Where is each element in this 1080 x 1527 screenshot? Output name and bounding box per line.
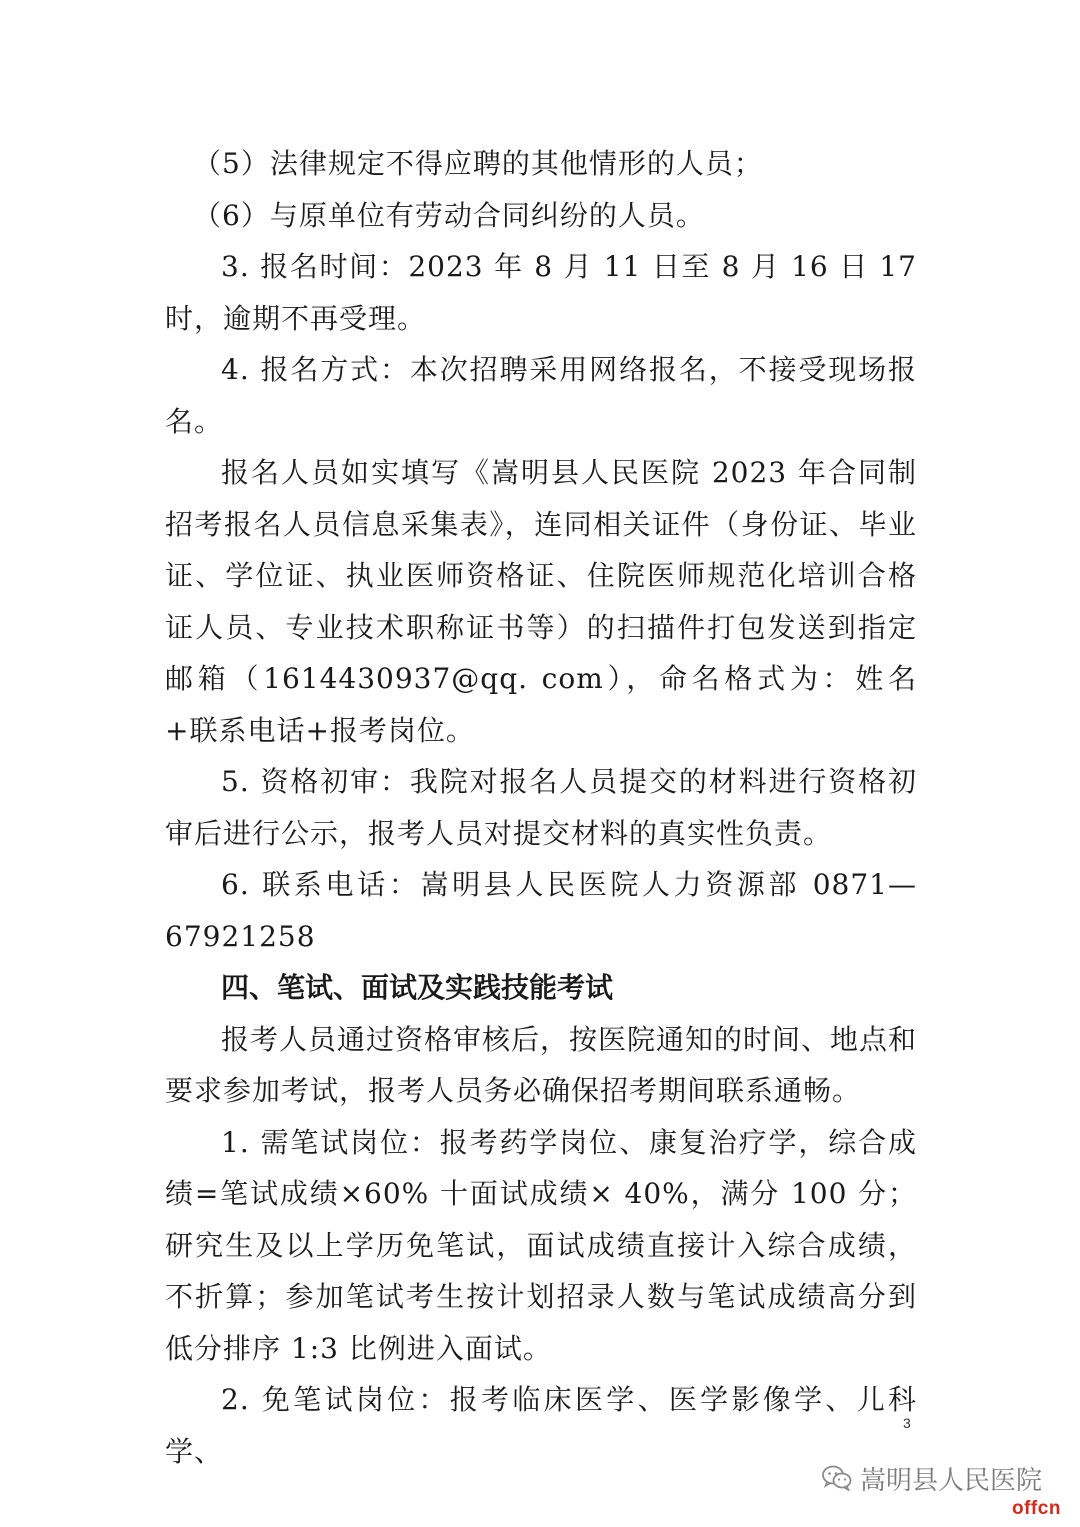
wechat-icon [822,1465,852,1491]
watermark-text: 嵩明县人民医院 [860,1465,1043,1496]
paragraph: 5. 资格初审：我院对报名人员提交的材料进行资格初审后进行公示，报考人员对提交材料的真实性负责。 [165,765,917,850]
paragraph: 报考人员通过资格审核后，按医院通知的时间、地点和要求参加考试，报考人员务必确保招考期间联系通畅。 [165,1022,918,1107]
list-item: （5）法律规定不得应聘的其他情形的人员； [193,147,763,180]
paragraph: 报名人员如实填写《嵩明县人民医院 2023 年合同制招考报名人员信息采集表》，连同相关证件（身份证、毕业证、学位证、执业医师资格证、住院医师规范化培训合格证人员、专业技术职称证书等）的扫描件打包发送到指定邮箱（1614430937@qq. com），命名格式为：姓名+联系电话+报考岗位。 [165,456,917,747]
wechat-watermark [822,1458,1042,1498]
offcn-logo: offcn [1012,1498,1061,1519]
paragraph: 3. 报名时间：2023 年 8 月 11 日至 8 月 16 日 17 时，逾期不再受理。 [165,250,917,335]
page-number: 3 [903,1415,911,1431]
document-body [165,138,917,1477]
list-item: （6）与原单位有劳动合同纠纷的人员。 [193,198,705,232]
section-heading: 四、笔试、面试及实践技能考试 [221,971,614,1004]
paragraph: 1. 需笔试岗位：报考药学岗位、康复治疗学，综合成绩=笔试成绩×60% 十面试成绩× 40%，满分 100 分；研究生及以上学历免笔试，面试成绩直接计入综合成绩，不折算；参加笔试考生按计划招录人数与笔试成绩高分到低分排序 1:3 比例进入面试。 [165,1125,917,1365]
paragraph: 6. 联系电话：嵩明县人民医院人力资源部 0871—67921258 [165,868,917,953]
paragraph: 2. 免笔试岗位：报考临床医学、医学影像学、儿科学、 [165,1383,917,1468]
paragraph: 4. 报名方式：本次招聘采用网络报名，不接受现场报名。 [165,353,917,438]
